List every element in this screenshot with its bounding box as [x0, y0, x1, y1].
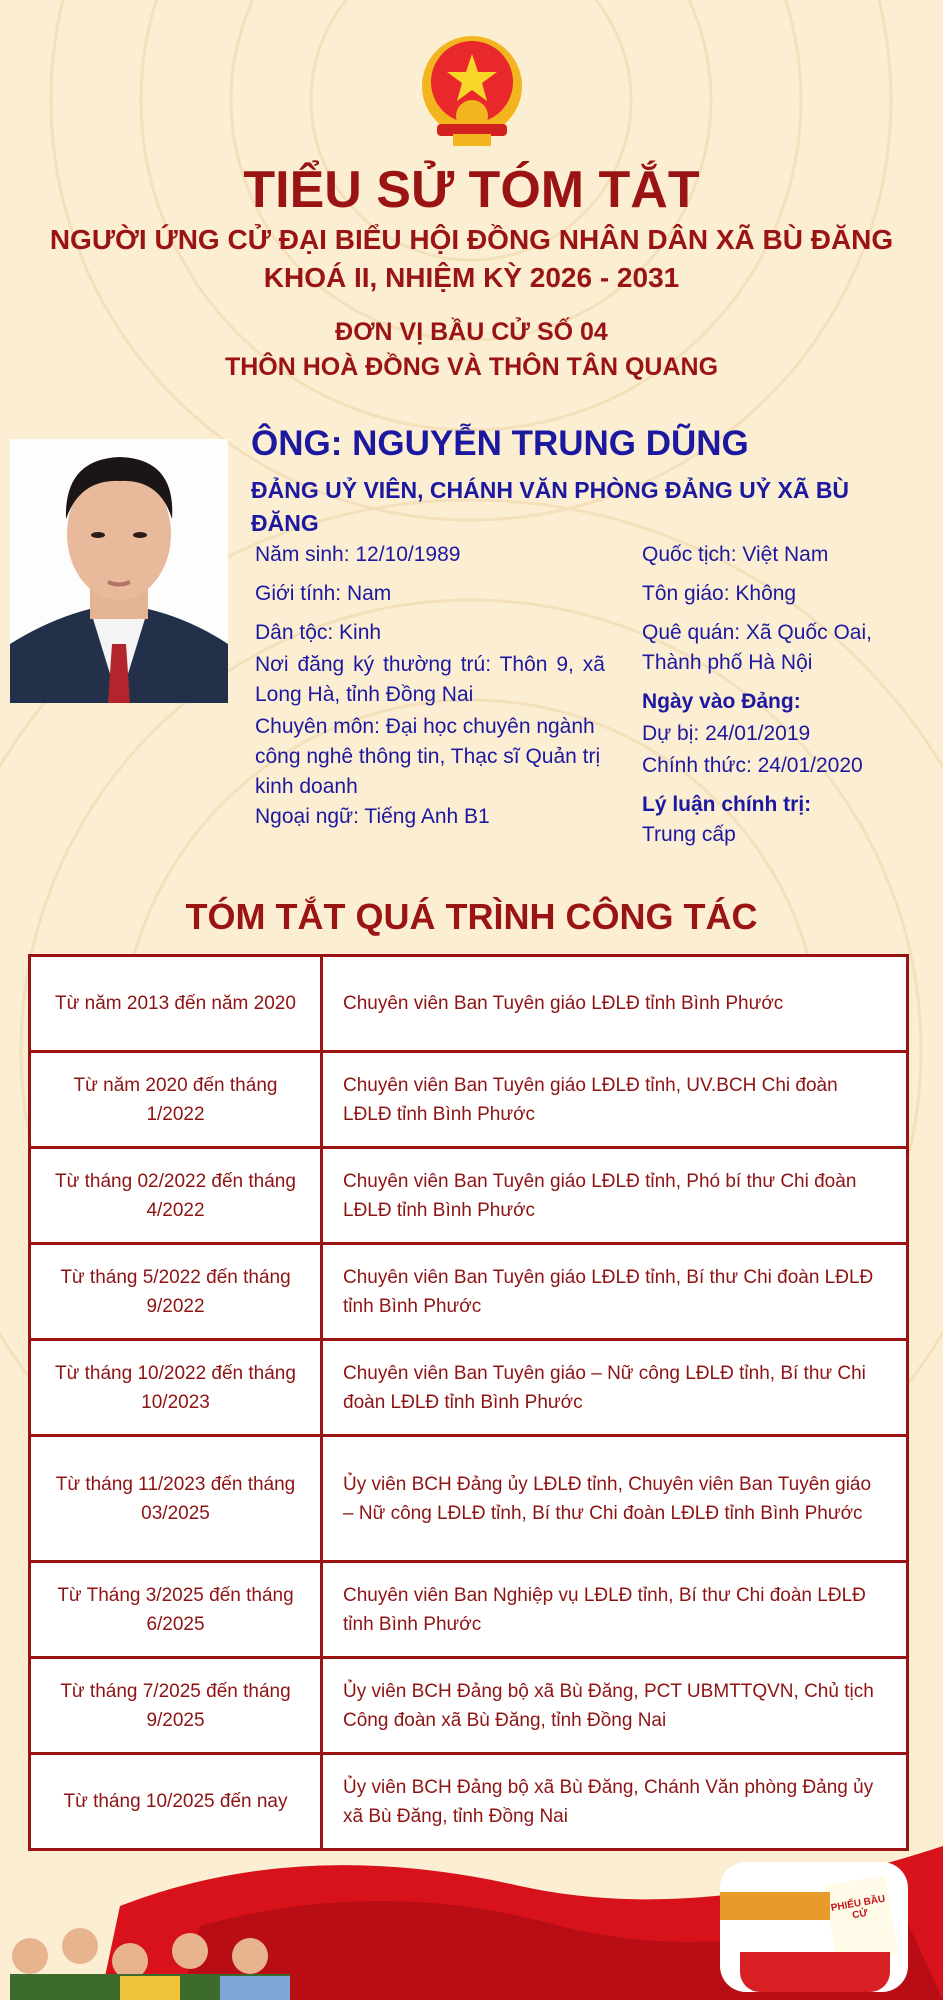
residence: Nơi đăng ký thường trú: Thôn 9, xã Long Hà, tỉnh Đồng Nai: [255, 653, 605, 706]
career-row: [30, 956, 908, 1052]
page-title: TIỂU SỬ TÓM TẮT: [243, 161, 700, 219]
career-description: Chuyên viên Ban Tuyên giáo – Nữ công LĐLĐ tỉnh, Bí thư Chi đoàn LĐLĐ tỉnh Bình Phước: [322, 1340, 908, 1436]
foreign-language: Ngoại ngữ: Tiếng Anh B1: [255, 805, 490, 828]
career-row: [30, 1244, 908, 1340]
hometown: Quê quán: Xã Quốc Oai, Thành phố Hà Nội: [642, 621, 872, 674]
career-row: [30, 1340, 908, 1436]
career-description: Chuyên viên Ban Tuyên giáo LĐLĐ tỉnh, Bí thư Chi đoàn LĐLĐ tỉnh Bình Phước: [322, 1244, 908, 1340]
subtitle-line2: KHOÁ II, NHIỆM KỲ 2026 - 2031: [263, 262, 680, 293]
party-join-label: Ngày vào Đảng:: [642, 690, 801, 713]
education: Chuyên môn: Đại học chuyên ngành công nghê thông tin, Thạc sĩ Quản trị kinh doanh: [255, 715, 601, 798]
career-row: [30, 1052, 908, 1148]
birth-date: Năm sinh: 12/10/1989: [255, 543, 461, 566]
national-emblem: [415, 36, 529, 148]
career-period: Từ tháng 02/2022 đến tháng 4/2022: [30, 1148, 322, 1244]
career-period: Từ tháng 11/2023 đến tháng 03/2025: [30, 1436, 322, 1562]
career-description: Ủy viên BCH Đảng bộ xã Bù Đăng, Chánh Văn phòng Đảng ủy xã Bù Đăng, tỉnh Đồng Nai: [322, 1754, 908, 1850]
nationality: Quốc tịch: Việt Nam: [642, 543, 829, 566]
party-probation-date: Dự bị: 24/01/2019: [642, 722, 811, 745]
career-period: Từ tháng 7/2025 đến tháng 9/2025: [30, 1658, 322, 1754]
political-theory-label: Lý luận chính trị:: [642, 793, 812, 816]
personal-info-right: [642, 540, 932, 859]
career-period: Từ năm 2020 đến tháng 1/2022: [30, 1052, 322, 1148]
career-description: Chuyên viên Ban Tuyên giáo LĐLĐ tỉnh, Phó bí thư Chi đoàn LĐLĐ tỉnh Bình Phước: [322, 1148, 908, 1244]
career-table: [28, 954, 909, 1851]
electoral-unit: ĐƠN VỊ BẦU CỬ SỐ 04: [335, 318, 608, 346]
career-period: Từ tháng 10/2025 đến nay: [30, 1754, 322, 1850]
career-row: [30, 1562, 908, 1658]
career-description: Ủy viên BCH Đảng bộ xã Bù Đăng, PCT UBMTTQVN, Chủ tịch Công đoàn xã Bù Đăng, tỉnh Đồng Nai: [322, 1658, 908, 1754]
candidate-name: ÔNG: NGUYỄN TRUNG DŨNG: [251, 424, 749, 463]
career-description: Ủy viên BCH Đảng ủy LĐLĐ tỉnh, Chuyên viên Ban Tuyên giáo – Nữ công LĐLĐ tỉnh, Bí thư Chi đoàn LĐLĐ tỉnh Bình Phước: [322, 1436, 908, 1562]
career-section-title: TÓM TẮT QUÁ TRÌNH CÔNG TÁC: [185, 896, 758, 937]
electoral-area: THÔN HOÀ ĐỒNG VÀ THÔN TÂN QUANG: [224, 353, 719, 381]
candidate-photo: [10, 439, 228, 703]
ballot-text: PHIẾU BẦU CỬ: [824, 1875, 899, 1965]
career-row: [30, 1436, 908, 1562]
career-row: [30, 1658, 908, 1754]
party-official-date: Chính thức: 24/01/2020: [642, 754, 863, 777]
career-period: Từ tháng 10/2022 đến tháng 10/2023: [30, 1340, 322, 1436]
ethnicity: Dân tộc: Kinh: [255, 621, 382, 644]
career-row: [30, 1148, 908, 1244]
candidate-position: ĐẢNG UỶ VIÊN, CHÁNH VĂN PHÒNG ĐẢNG UỶ XÃ BÙ ĐĂNG: [251, 477, 850, 536]
personal-info: [255, 540, 605, 841]
ballot-box-icon: [720, 1862, 908, 1992]
political-theory-value: Trung cấp: [642, 823, 736, 846]
career-description: Chuyên viên Ban Nghiệp vụ LĐLĐ tỉnh, Bí thư Chi đoàn LĐLĐ tỉnh Bình Phước: [322, 1562, 908, 1658]
subtitle-line1: NGƯỜI ỨNG CỬ ĐẠI BIỂU HỘI ĐỒNG NHÂN DÂN XÃ BÙ ĐĂNG: [49, 224, 894, 255]
career-description: Chuyên viên Ban Tuyên giáo LĐLĐ tỉnh Bình Phước: [322, 956, 908, 1052]
career-period: Từ Tháng 3/2025 đến tháng 6/2025: [30, 1562, 322, 1658]
gender: Giới tính: Nam: [255, 582, 392, 605]
religion: Tôn giáo: Không: [642, 582, 797, 605]
career-row: [30, 1754, 908, 1850]
career-description: Chuyên viên Ban Tuyên giáo LĐLĐ tỉnh, UV.BCH Chi đoàn LĐLĐ tỉnh Bình Phước: [322, 1052, 908, 1148]
career-period: Từ tháng 5/2022 đến tháng 9/2022: [30, 1244, 322, 1340]
career-period: Từ năm 2013 đến năm 2020: [30, 956, 322, 1052]
